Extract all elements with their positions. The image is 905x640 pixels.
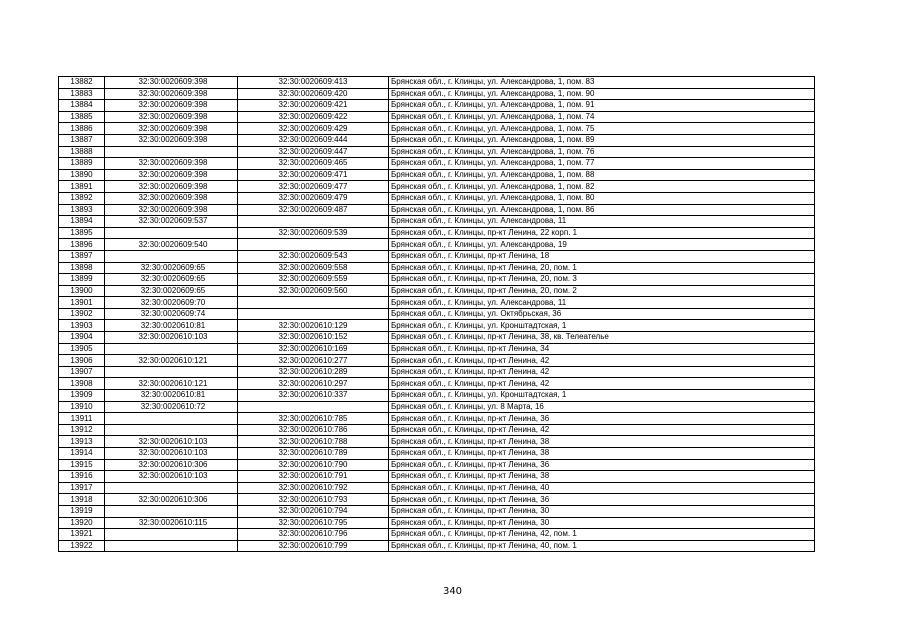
address-cell: Брянская обл., г. Клинцы, пр-кт Ленина, 40, пом. 1 <box>389 540 815 552</box>
row-number-cell: 13912 <box>59 424 105 436</box>
cadastral-number-cell <box>238 308 389 320</box>
cadastral-number-cell: 32:30:0020609:558 <box>238 262 389 274</box>
row-number-cell: 13899 <box>59 274 105 286</box>
row-number-cell: 13918 <box>59 494 105 506</box>
row-number-cell: 13889 <box>59 158 105 170</box>
parent-cadastral-number-cell: 32:30:0020609:398 <box>105 77 238 89</box>
row-number-cell: 13913 <box>59 436 105 448</box>
row-number-cell: 13887 <box>59 134 105 146</box>
table-row <box>59 77 815 89</box>
row-number-cell: 13884 <box>59 100 105 112</box>
address-cell: Брянская обл., г. Клинцы, пр-кт Ленина, 18 <box>389 250 815 262</box>
cadastral-number-cell: 32:30:0020610:129 <box>238 320 389 332</box>
parent-cadastral-number-cell <box>105 227 238 239</box>
table-row <box>59 274 815 286</box>
cadastral-number-cell: 32:30:0020610:785 <box>238 413 389 425</box>
parent-cadastral-number-cell: 32:30:0020609:398 <box>105 111 238 123</box>
row-number-cell: 13914 <box>59 448 105 460</box>
row-number-cell: 13904 <box>59 332 105 344</box>
row-number-cell: 13890 <box>59 169 105 181</box>
table-row <box>59 332 815 344</box>
row-number-cell: 13919 <box>59 505 105 517</box>
parent-cadastral-number-cell: 32:30:0020610:72 <box>105 401 238 413</box>
cadastral-number-cell: 32:30:0020609:559 <box>238 274 389 286</box>
row-number-cell: 13901 <box>59 297 105 309</box>
address-cell: Брянская обл., г. Клинцы, пр-кт Ленина, 42, пом. 1 <box>389 529 815 541</box>
address-cell: Брянская обл., г. Клинцы, пр-кт Ленина, 34 <box>389 343 815 355</box>
cadastral-number-cell <box>238 239 389 251</box>
table-row <box>59 436 815 448</box>
address-cell: Брянская обл., г. Клинцы, пр-кт Ленина, 36 <box>389 413 815 425</box>
address-cell: Брянская обл., г. Клинцы, ул. Октябрьская, 36 <box>389 308 815 320</box>
row-number-cell: 13906 <box>59 355 105 367</box>
row-number-cell: 13915 <box>59 459 105 471</box>
address-cell: Брянская обл., г. Клинцы, ул. Александрова, 19 <box>389 239 815 251</box>
address-cell: Брянская обл., г. Клинцы, ул. Александрова, 1, пом. 82 <box>389 181 815 193</box>
parent-cadastral-number-cell <box>105 505 238 517</box>
table-row <box>59 88 815 100</box>
address-cell: Брянская обл., г. Клинцы, пр-кт Ленина, 42 <box>389 378 815 390</box>
row-number-cell: 13894 <box>59 216 105 228</box>
table-row <box>59 158 815 170</box>
row-number-cell: 13900 <box>59 285 105 297</box>
cadastral-number-cell: 32:30:0020609:543 <box>238 250 389 262</box>
cadastral-number-cell <box>238 216 389 228</box>
cadastral-number-cell: 32:30:0020610:799 <box>238 540 389 552</box>
address-cell: Брянская обл., г. Клинцы, ул. Александрова, 11 <box>389 216 815 228</box>
cadastral-number-cell: 32:30:0020610:794 <box>238 505 389 517</box>
parent-cadastral-number-cell: 32:30:0020610:103 <box>105 332 238 344</box>
address-cell: Брянская обл., г. Клинцы, ул. Александрова, 1, пом. 77 <box>389 158 815 170</box>
cadastral-number-cell: 32:30:0020609:444 <box>238 134 389 146</box>
row-number-cell: 13908 <box>59 378 105 390</box>
address-cell: Брянская обл., г. Клинцы, пр-кт Ленина, 22 корп. 1 <box>389 227 815 239</box>
parent-cadastral-number-cell: 32:30:0020609:398 <box>105 158 238 170</box>
table-row <box>59 204 815 216</box>
table-row <box>59 355 815 367</box>
row-number-cell: 13910 <box>59 401 105 413</box>
row-number-cell: 13921 <box>59 529 105 541</box>
table-row <box>59 134 815 146</box>
table-row <box>59 123 815 135</box>
table-row <box>59 227 815 239</box>
row-number-cell: 13888 <box>59 146 105 158</box>
address-cell: Брянская обл., г. Клинцы, пр-кт Ленина, 20, пом. 2 <box>389 285 815 297</box>
row-number-cell: 13922 <box>59 540 105 552</box>
address-cell: Брянская обл., г. Клинцы, ул. Александрова, 1, пом. 83 <box>389 77 815 89</box>
address-cell: Брянская обл., г. Клинцы, ул. Кронштадтская, 1 <box>389 320 815 332</box>
address-cell: Брянская обл., г. Клинцы, ул. Александрова, 1, пом. 91 <box>389 100 815 112</box>
parent-cadastral-number-cell <box>105 146 238 158</box>
address-cell: Брянская обл., г. Клинцы, ул. Александрова, 1, пом. 75 <box>389 123 815 135</box>
table-row <box>59 262 815 274</box>
cadastral-number-cell: 32:30:0020610:790 <box>238 459 389 471</box>
table-row <box>59 343 815 355</box>
address-cell: Брянская обл., г. Клинцы, ул. Кронштадтская, 1 <box>389 390 815 402</box>
parent-cadastral-number-cell <box>105 424 238 436</box>
table-row <box>59 390 815 402</box>
row-number-cell: 13897 <box>59 250 105 262</box>
parent-cadastral-number-cell: 32:30:0020609:398 <box>105 134 238 146</box>
table-row <box>59 413 815 425</box>
address-cell: Брянская обл., г. Клинцы, пр-кт Ленина, 38, кв. Телеателье <box>389 332 815 344</box>
cadastral-number-cell: 32:30:0020610:795 <box>238 517 389 529</box>
address-cell: Брянская обл., г. Клинцы, ул. Александрова, 1, пом. 80 <box>389 192 815 204</box>
cadastral-number-cell: 32:30:0020609:471 <box>238 169 389 181</box>
address-cell: Брянская обл., г. Клинцы, пр-кт Ленина, 42 <box>389 424 815 436</box>
address-cell: Брянская обл., г. Клинцы, пр-кт Ленина, 36 <box>389 494 815 506</box>
cadastral-number-cell: 32:30:0020609:477 <box>238 181 389 193</box>
table-row <box>59 250 815 262</box>
parent-cadastral-number-cell: 32:30:0020610:306 <box>105 459 238 471</box>
row-number-cell: 13893 <box>59 204 105 216</box>
row-number-cell: 13886 <box>59 123 105 135</box>
table-row <box>59 517 815 529</box>
cadastral-number-cell: 32:30:0020610:169 <box>238 343 389 355</box>
parent-cadastral-number-cell: 32:30:0020610:121 <box>105 378 238 390</box>
parent-cadastral-number-cell: 32:30:0020609:65 <box>105 262 238 274</box>
table-row <box>59 529 815 541</box>
address-cell: Брянская обл., г. Клинцы, пр-кт Ленина, 38 <box>389 471 815 483</box>
parent-cadastral-number-cell <box>105 366 238 378</box>
cadastral-number-cell: 32:30:0020609:421 <box>238 100 389 112</box>
cadastral-number-cell: 32:30:0020609:447 <box>238 146 389 158</box>
address-cell: Брянская обл., г. Клинцы, пр-кт Ленина, 38 <box>389 436 815 448</box>
cadastral-number-cell: 32:30:0020610:277 <box>238 355 389 367</box>
cadastral-number-cell: 32:30:0020609:539 <box>238 227 389 239</box>
parent-cadastral-number-cell: 32:30:0020609:398 <box>105 169 238 181</box>
cadastral-number-cell: 32:30:0020610:793 <box>238 494 389 506</box>
parent-cadastral-number-cell: 32:30:0020609:398 <box>105 192 238 204</box>
parent-cadastral-number-cell: 32:30:0020610:103 <box>105 448 238 460</box>
parent-cadastral-number-cell: 32:30:0020610:103 <box>105 471 238 483</box>
parent-cadastral-number-cell: 32:30:0020610:81 <box>105 390 238 402</box>
row-number-cell: 13920 <box>59 517 105 529</box>
address-cell: Брянская обл., г. Клинцы, ул. Александрова, 11 <box>389 297 815 309</box>
parent-cadastral-number-cell: 32:30:0020609:398 <box>105 100 238 112</box>
table-row <box>59 192 815 204</box>
page-number: 340 <box>442 586 463 597</box>
parent-cadastral-number-cell: 32:30:0020609:398 <box>105 181 238 193</box>
table-row <box>59 100 815 112</box>
table-row <box>59 424 815 436</box>
table-row <box>59 378 815 390</box>
row-number-cell: 13883 <box>59 88 105 100</box>
address-cell: Брянская обл., г. Клинцы, пр-кт Ленина, 42 <box>389 366 815 378</box>
parent-cadastral-number-cell <box>105 540 238 552</box>
cadastral-number-cell: 32:30:0020610:791 <box>238 471 389 483</box>
row-number-cell: 13916 <box>59 471 105 483</box>
parent-cadastral-number-cell: 32:30:0020609:74 <box>105 308 238 320</box>
registry-table <box>58 76 815 552</box>
table-row <box>59 169 815 181</box>
row-number-cell: 13885 <box>59 111 105 123</box>
table-row <box>59 146 815 158</box>
cadastral-number-cell: 32:30:0020610:788 <box>238 436 389 448</box>
address-cell: Брянская обл., г. Клинцы, ул. Александрова, 1, пом. 89 <box>389 134 815 146</box>
cadastral-number-cell: 32:30:0020610:796 <box>238 529 389 541</box>
table-row <box>59 494 815 506</box>
address-cell: Брянская обл., г. Клинцы, пр-кт Ленина, 20, пом. 1 <box>389 262 815 274</box>
table-row <box>59 111 815 123</box>
cadastral-number-cell: 32:30:0020609:465 <box>238 158 389 170</box>
parent-cadastral-number-cell: 32:30:0020609:398 <box>105 123 238 135</box>
cadastral-number-cell: 32:30:0020610:789 <box>238 448 389 460</box>
row-number-cell: 13905 <box>59 343 105 355</box>
row-number-cell: 13896 <box>59 239 105 251</box>
parent-cadastral-number-cell: 32:30:0020610:81 <box>105 320 238 332</box>
parent-cadastral-number-cell: 32:30:0020609:398 <box>105 88 238 100</box>
parent-cadastral-number-cell <box>105 343 238 355</box>
parent-cadastral-number-cell: 32:30:0020610:115 <box>105 517 238 529</box>
row-number-cell: 13892 <box>59 192 105 204</box>
address-cell: Брянская обл., г. Клинцы, пр-кт Ленина, 20, пом. 3 <box>389 274 815 286</box>
parent-cadastral-number-cell: 32:30:0020609:537 <box>105 216 238 228</box>
table-row <box>59 366 815 378</box>
row-number-cell: 13898 <box>59 262 105 274</box>
row-number-cell: 13903 <box>59 320 105 332</box>
table-row <box>59 216 815 228</box>
cadastral-number-cell: 32:30:0020609:479 <box>238 192 389 204</box>
cadastral-number-cell: 32:30:0020610:337 <box>238 390 389 402</box>
table-row <box>59 471 815 483</box>
row-number-cell: 13909 <box>59 390 105 402</box>
address-cell: Брянская обл., г. Клинцы, ул. Александрова, 1, пом. 74 <box>389 111 815 123</box>
table-row <box>59 297 815 309</box>
row-number-cell: 13891 <box>59 181 105 193</box>
row-number-cell: 13902 <box>59 308 105 320</box>
cadastral-number-cell: 32:30:0020609:420 <box>238 88 389 100</box>
address-cell: Брянская обл., г. Клинцы, пр-кт Ленина, 42 <box>389 355 815 367</box>
cadastral-number-cell: 32:30:0020609:487 <box>238 204 389 216</box>
table-body <box>59 77 815 552</box>
table-row <box>59 285 815 297</box>
parent-cadastral-number-cell <box>105 529 238 541</box>
cadastral-number-cell: 32:30:0020609:422 <box>238 111 389 123</box>
address-cell: Брянская обл., г. Клинцы, ул. 8 Марта, 16 <box>389 401 815 413</box>
parent-cadastral-number-cell: 32:30:0020610:306 <box>105 494 238 506</box>
table-row <box>59 308 815 320</box>
parent-cadastral-number-cell <box>105 482 238 494</box>
parent-cadastral-number-cell: 32:30:0020609:398 <box>105 204 238 216</box>
cadastral-number-cell: 32:30:0020610:786 <box>238 424 389 436</box>
address-cell: Брянская обл., г. Клинцы, пр-кт Ленина, 36 <box>389 459 815 471</box>
address-cell: Брянская обл., г. Клинцы, ул. Александрова, 1, пом. 76 <box>389 146 815 158</box>
cadastral-number-cell: 32:30:0020610:152 <box>238 332 389 344</box>
address-cell: Брянская обл., г. Клинцы, пр-кт Ленина, 30 <box>389 517 815 529</box>
cadastral-number-cell <box>238 297 389 309</box>
table-row <box>59 482 815 494</box>
cadastral-number-cell: 32:30:0020609:413 <box>238 77 389 89</box>
address-cell: Брянская обл., г. Клинцы, ул. Александрова, 1, пом. 86 <box>389 204 815 216</box>
table-row <box>59 401 815 413</box>
address-cell: Брянская обл., г. Клинцы, пр-кт Ленина, 30 <box>389 505 815 517</box>
table-row <box>59 448 815 460</box>
table-row <box>59 459 815 471</box>
cadastral-number-cell <box>238 401 389 413</box>
table-row <box>59 320 815 332</box>
cadastral-number-cell: 32:30:0020609:429 <box>238 123 389 135</box>
row-number-cell: 13882 <box>59 77 105 89</box>
table-row <box>59 239 815 251</box>
parent-cadastral-number-cell <box>105 250 238 262</box>
parent-cadastral-number-cell: 32:30:0020610:121 <box>105 355 238 367</box>
parent-cadastral-number-cell: 32:30:0020609:540 <box>105 239 238 251</box>
table-row <box>59 540 815 552</box>
address-cell: Брянская обл., г. Клинцы, пр-кт Ленина, 38 <box>389 448 815 460</box>
row-number-cell: 13895 <box>59 227 105 239</box>
row-number-cell: 13911 <box>59 413 105 425</box>
parent-cadastral-number-cell: 32:30:0020609:70 <box>105 297 238 309</box>
parent-cadastral-number-cell: 32:30:0020610:103 <box>105 436 238 448</box>
address-cell: Брянская обл., г. Клинцы, ул. Александрова, 1, пом. 88 <box>389 169 815 181</box>
address-cell: Брянская обл., г. Клинцы, пр-кт Ленина, 40 <box>389 482 815 494</box>
parent-cadastral-number-cell <box>105 413 238 425</box>
address-cell: Брянская обл., г. Клинцы, ул. Александрова, 1, пом. 90 <box>389 88 815 100</box>
parent-cadastral-number-cell: 32:30:0020609:65 <box>105 274 238 286</box>
row-number-cell: 13907 <box>59 366 105 378</box>
table-row <box>59 505 815 517</box>
cadastral-number-cell: 32:30:0020609:560 <box>238 285 389 297</box>
table-row <box>59 181 815 193</box>
cadastral-number-cell: 32:30:0020610:297 <box>238 378 389 390</box>
cadastral-number-cell: 32:30:0020610:289 <box>238 366 389 378</box>
parent-cadastral-number-cell: 32:30:0020609:65 <box>105 285 238 297</box>
row-number-cell: 13917 <box>59 482 105 494</box>
cadastral-number-cell: 32:30:0020610:792 <box>238 482 389 494</box>
